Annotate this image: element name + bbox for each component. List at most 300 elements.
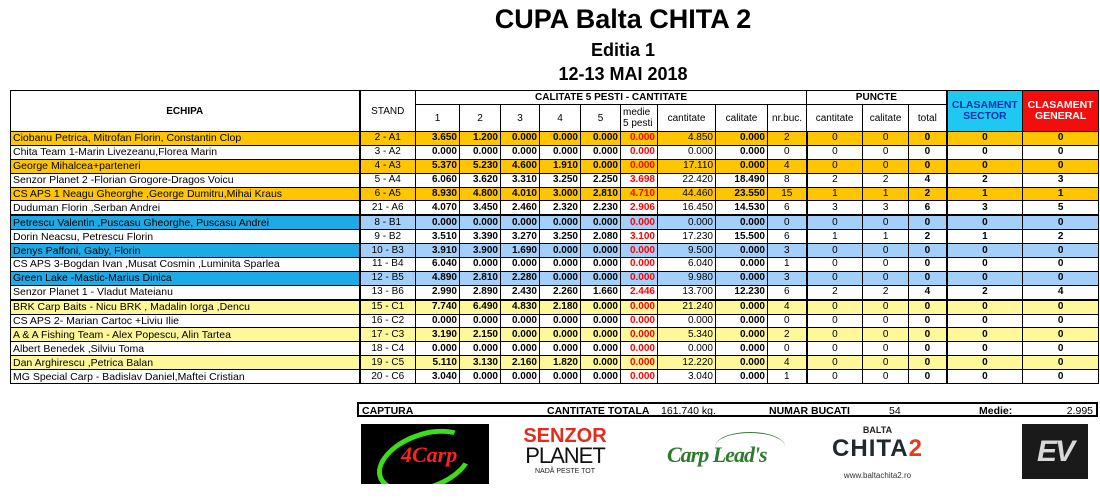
cell-calitate: 0.000 [716,132,768,146]
col-group-quality: CALITATE 5 PESTI - CANTITATE [416,91,807,105]
cell-clasament-general: 0 [1023,145,1099,159]
cell-fish-3: 0.000 [501,132,540,146]
table-row [11,370,1099,384]
cell-fish-3: 4.830 [501,300,540,314]
cell-cantitate: 17.110 [658,159,716,173]
cell-calitate: 0.000 [716,314,768,328]
cell-cantitate: 9.500 [658,244,716,258]
event-date: 12-13 MAI 2018 [558,64,688,84]
cell-clasament-sector: 0 [947,370,1023,384]
cell-clasament-general: 0 [1023,342,1099,356]
cell-fish-3: 2.280 [501,271,540,285]
cell-medie: 0.000 [621,328,658,342]
cell-calitate: 0.000 [716,145,768,159]
table-row [11,300,1099,314]
cell-fish-5: 0.000 [581,145,621,159]
catch-summary [357,402,1098,417]
cell-points-total: 0 [909,145,947,159]
cell-fish-2: 1.200 [460,132,501,146]
cell-points-cantitate: 0 [807,328,863,342]
cell-team-name: Chita Team 1-Marin Livezeanu,Florea Marin [11,145,360,159]
cell-fish-5: 0.000 [581,215,621,229]
cell-fish-4: 3.000 [540,187,581,201]
fish-count-label: NUMAR BUCATI [769,405,850,417]
cell-fish-2: 2.150 [460,328,501,342]
cell-points-cantitate: 0 [807,258,863,272]
cell-points-calitate: 0 [863,145,909,159]
cell-nrbuc: 6 [768,201,807,215]
table-row [11,230,1099,244]
cell-fish-5: 0.000 [581,300,621,314]
cell-fish-5: 0.000 [581,370,621,384]
col-header-cantitate: cantitate [658,105,716,132]
cell-stand: 4 - A3 [360,159,416,173]
cell-points-calitate: 0 [863,215,909,229]
cell-points-cantitate: 0 [807,132,863,146]
cell-team-name: Senzor Planet 2 -Florian Grogore-Dragos Voicu [11,173,360,187]
cell-points-cantitate: 2 [807,285,863,299]
cell-medie: 0.000 [621,132,658,146]
cell-points-cantitate: 0 [807,215,863,229]
cell-nrbuc: 0 [768,215,807,229]
cell-fish-5: 0.000 [581,314,621,328]
sponsor-logo-4carp: 4Carp [361,424,489,484]
cell-fish-1: 0.000 [416,215,460,229]
col-header-clasament-sector: CLASAMENT SECTOR [947,91,1023,132]
col-header-stand: STAND [360,91,416,132]
average-label: Medie: [979,405,1013,417]
cell-clasament-sector: 0 [947,342,1023,356]
cell-fish-5: 0.000 [581,342,621,356]
cell-clasament-general: 0 [1023,244,1099,258]
cell-calitate: 0.000 [716,258,768,272]
cell-medie: 0.000 [621,342,658,356]
cell-fish-1: 4.890 [416,271,460,285]
cell-fish-1: 8.930 [416,187,460,201]
cell-fish-4: 3.250 [540,230,581,244]
cell-calitate: 0.000 [716,342,768,356]
cell-points-total: 0 [909,300,947,314]
cell-stand: 19 - C5 [360,356,416,370]
cell-points-total: 4 [909,285,947,299]
cell-clasament-sector: 0 [947,215,1023,229]
table-row [11,342,1099,356]
total-quantity-label: CANTITATE TOTALA [547,405,650,417]
cell-nrbuc: 6 [768,285,807,299]
cell-team-name: CS APS 3-Bogdan Ivan ,Musat Cosmin ,Luminita Sparlea [11,258,360,272]
cell-points-total: 0 [909,328,947,342]
cell-fish-2: 3.900 [460,244,501,258]
cell-fish-3: 4.010 [501,187,540,201]
cell-points-total: 0 [909,132,947,146]
cell-fish-4: 0.000 [540,244,581,258]
cell-points-total: 0 [909,271,947,285]
cell-fish-3: 0.000 [501,328,540,342]
cell-nrbuc: 3 [768,271,807,285]
cell-fish-1: 3.910 [416,244,460,258]
website-link[interactable]: www.baltachita2.ro [843,471,912,480]
cell-fish-4: 1.820 [540,356,581,370]
cell-fish-4: 0.000 [540,271,581,285]
cell-points-total: 0 [909,356,947,370]
cell-medie: 0.000 [621,244,658,258]
page-title: CUPA Balta CHITA 2 [494,4,752,34]
cell-team-name: BRK Carp Baits - Nicu BRK , Madalin Iorga ,Dencu [11,300,360,314]
cell-fish-1: 5.370 [416,159,460,173]
table-row [11,285,1099,299]
col-header-fish-2: 2 [460,105,501,132]
cell-team-name: Duduman Florin ,Serban Andrei [11,201,360,215]
cell-medie: 0.000 [621,145,658,159]
cell-fish-4: 0.000 [540,132,581,146]
cell-cantitate: 9.980 [658,271,716,285]
cell-fish-4: 2.260 [540,285,581,299]
cell-fish-2: 0.000 [460,258,501,272]
cell-team-name: A & A Fishing Team - Alex Popescu, Alin Tartea [11,328,360,342]
cell-stand: 11 - B4 [360,258,416,272]
cell-calitate: 0.000 [716,300,768,314]
cell-fish-1: 3.650 [416,132,460,146]
cell-fish-1: 3.040 [416,370,460,384]
cell-calitate: 0.000 [716,244,768,258]
cell-fish-2: 3.450 [460,201,501,215]
cell-points-total: 4 [909,173,947,187]
cell-clasament-sector: 2 [947,173,1023,187]
cell-nrbuc: 2 [768,328,807,342]
cell-fish-5: 0.000 [581,132,621,146]
cell-nrbuc: 6 [768,230,807,244]
cell-medie: 0.000 [621,314,658,328]
cell-fish-3: 2.160 [501,356,540,370]
cell-fish-4: 0.000 [540,342,581,356]
cell-stand: 20 - C6 [360,370,416,384]
cell-points-cantitate: 0 [807,159,863,173]
col-header-fish-3: 3 [501,105,540,132]
cell-points-cantitate: 0 [807,271,863,285]
cell-clasament-general: 1 [1023,187,1099,201]
cell-stand: 13 - B6 [360,285,416,299]
cell-nrbuc: 4 [768,159,807,173]
cell-fish-4: 2.320 [540,201,581,215]
cell-medie: 0.000 [621,258,658,272]
cell-team-name: Denys Paffoni, Gaby, Florin [11,244,360,258]
cell-points-calitate: 0 [863,328,909,342]
average-value: 2.995 [1066,405,1093,417]
cell-points-calitate: 1 [863,230,909,244]
cell-fish-4: 0.000 [540,145,581,159]
sponsor-logo-ev: EV [1022,424,1088,479]
cell-fish-1: 6.040 [416,258,460,272]
cell-cantitate: 0.000 [658,215,716,229]
cell-medie: 0.000 [621,356,658,370]
cell-nrbuc: 4 [768,356,807,370]
cell-points-total: 0 [909,314,947,328]
cell-fish-2: 5.230 [460,159,501,173]
cell-fish-4: 0.000 [540,258,581,272]
cell-stand: 5 - A4 [360,173,416,187]
table-row [11,356,1099,370]
cell-fish-3: 0.000 [501,215,540,229]
cell-fish-3: 0.000 [501,258,540,272]
cell-medie: 2.906 [621,201,658,215]
cell-clasament-sector: 0 [947,145,1023,159]
cell-points-calitate: 2 [863,285,909,299]
cell-medie: 3.100 [621,230,658,244]
cell-fish-3: 2.460 [501,201,540,215]
cell-fish-2: 0.000 [460,145,501,159]
cell-clasament-general: 0 [1023,132,1099,146]
cell-points-calitate: 0 [863,159,909,173]
cell-fish-5: 0.000 [581,244,621,258]
cell-points-cantitate: 3 [807,201,863,215]
cell-clasament-sector: 3 [947,201,1023,215]
cell-fish-4: 0.000 [540,215,581,229]
cell-fish-5: 2.080 [581,230,621,244]
cell-medie: 0.000 [621,370,658,384]
cell-team-name: CS APS 2- Marian Cartoc +Liviu Ilie [11,314,360,328]
cell-stand: 3 - A2 [360,145,416,159]
cell-clasament-general: 3 [1023,173,1099,187]
cell-points-calitate: 3 [863,201,909,215]
cell-points-cantitate: 1 [807,230,863,244]
cell-calitate: 18.490 [716,173,768,187]
cell-points-calitate: 0 [863,342,909,356]
cell-fish-4: 0.000 [540,328,581,342]
cell-stand: 6 - A5 [360,187,416,201]
fish-count-value: 54 [889,405,901,417]
cell-calitate: 0.000 [716,215,768,229]
cell-stand: 9 - B2 [360,230,416,244]
cell-clasament-sector: 0 [947,356,1023,370]
cell-medie: 0.000 [621,300,658,314]
table-row [11,201,1099,215]
col-header-points-cantitate: cantitate [807,105,863,132]
cell-fish-2: 0.000 [460,215,501,229]
cell-fish-5: 0.000 [581,159,621,173]
cell-points-total: 0 [909,342,947,356]
cell-clasament-sector: 2 [947,285,1023,299]
cell-team-name: Albert Benedek ,Silviu Toma [11,342,360,356]
cell-clasament-general: 0 [1023,370,1099,384]
cell-medie: 0.000 [621,271,658,285]
table-row [11,132,1099,146]
cell-cantitate: 0.000 [658,314,716,328]
cell-cantitate: 4.850 [658,132,716,146]
cell-fish-5: 2.810 [581,187,621,201]
cell-nrbuc: 2 [768,132,807,146]
table-row [11,173,1099,187]
cell-points-total: 6 [909,201,947,215]
cell-cantitate: 44.460 [658,187,716,201]
cell-nrbuc: 4 [768,300,807,314]
cell-fish-3: 2.430 [501,285,540,299]
cell-points-cantitate: 0 [807,244,863,258]
cell-fish-5: 0.000 [581,258,621,272]
cell-nrbuc: 1 [768,258,807,272]
col-header-medie: medie 5 pesti [621,105,658,132]
cell-fish-2: 2.810 [460,271,501,285]
cell-nrbuc: 1 [768,370,807,384]
cell-nrbuc: 8 [768,173,807,187]
cell-clasament-general: 0 [1023,159,1099,173]
cell-clasament-general: 0 [1023,271,1099,285]
table-row [11,244,1099,258]
cell-points-calitate: 0 [863,132,909,146]
cell-clasament-general: 0 [1023,300,1099,314]
total-quantity-value: 161.740 kg. [661,405,716,417]
table-row [11,159,1099,173]
cell-fish-2: 0.000 [460,314,501,328]
cell-points-total: 2 [909,230,947,244]
cell-fish-1: 0.000 [416,342,460,356]
cell-cantitate: 5.340 [658,328,716,342]
cell-points-calitate: 0 [863,300,909,314]
cell-clasament-general: 0 [1023,314,1099,328]
cell-clasament-sector: 0 [947,314,1023,328]
cell-clasament-sector: 1 [947,230,1023,244]
cell-points-calitate: 2 [863,173,909,187]
cell-clasament-sector: 0 [947,244,1023,258]
cell-cantitate: 12.220 [658,356,716,370]
cell-fish-5: 0.000 [581,356,621,370]
cell-fish-3: 1.690 [501,244,540,258]
cell-points-calitate: 1 [863,187,909,201]
results-table [10,90,1099,384]
cell-clasament-sector: 0 [947,159,1023,173]
cell-fish-2: 6.490 [460,300,501,314]
cell-clasament-sector: 0 [947,132,1023,146]
cell-fish-1: 7.740 [416,300,460,314]
cell-calitate: 12.230 [716,285,768,299]
col-header-nrbuc: nr.buc. [768,105,807,132]
cell-team-name: George Mihalcea+parteneri [11,159,360,173]
col-header-fish-4: 4 [540,105,581,132]
cell-fish-3: 0.000 [501,314,540,328]
cell-stand: 12 - B5 [360,271,416,285]
cell-fish-3: 3.310 [501,173,540,187]
cell-points-total: 0 [909,159,947,173]
cell-clasament-sector: 0 [947,300,1023,314]
cell-points-calitate: 0 [863,370,909,384]
cell-fish-1: 0.000 [416,314,460,328]
cell-fish-4: 3.250 [540,173,581,187]
cell-points-total: 0 [909,244,947,258]
cell-calitate: 0.000 [716,370,768,384]
cell-points-calitate: 0 [863,244,909,258]
cell-cantitate: 13.700 [658,285,716,299]
cell-calitate: 15.500 [716,230,768,244]
cell-cantitate: 16.450 [658,201,716,215]
cell-clasament-sector: 0 [947,328,1023,342]
cell-fish-2: 4.800 [460,187,501,201]
cell-team-name: Dan Arghirescu ,Petrica Balan [11,356,360,370]
cell-calitate: 0.000 [716,328,768,342]
cell-points-total: 2 [909,187,947,201]
cell-fish-1: 0.000 [416,145,460,159]
table-row [11,314,1099,328]
cell-cantitate: 3.040 [658,370,716,384]
table-row [11,187,1099,201]
cell-clasament-general: 5 [1023,201,1099,215]
cell-cantitate: 0.000 [658,342,716,356]
cell-fish-4: 1.910 [540,159,581,173]
sponsor-logo-balta-chita: BALTA CHITA2 www.baltachita2.ro [815,424,940,502]
cell-points-cantitate: 0 [807,300,863,314]
cell-nrbuc: 3 [768,244,807,258]
cell-fish-5: 1.660 [581,285,621,299]
cell-clasament-general: 0 [1023,328,1099,342]
cell-nrbuc: 0 [768,314,807,328]
cell-fish-3: 0.000 [501,370,540,384]
cell-nrbuc: 0 [768,342,807,356]
cell-team-name: MG Special Carp - Badislav Daniel,Maftei Cristian [11,370,360,384]
cell-fish-1: 6.060 [416,173,460,187]
table-row [11,145,1099,159]
cell-points-cantitate: 0 [807,370,863,384]
cell-fish-2: 3.390 [460,230,501,244]
cell-fish-5: 2.250 [581,173,621,187]
cell-clasament-general: 0 [1023,258,1099,272]
cell-points-cantitate: 0 [807,145,863,159]
cell-fish-4: 0.000 [540,314,581,328]
col-header-points-total: total [909,105,947,132]
cell-clasament-sector: 1 [947,187,1023,201]
cell-cantitate: 22.420 [658,173,716,187]
edition-label: Editia 1 [590,40,656,60]
cell-fish-5: 0.000 [581,328,621,342]
cell-fish-2: 3.620 [460,173,501,187]
cell-calitate: 14.530 [716,201,768,215]
cell-points-calitate: 0 [863,258,909,272]
cell-clasament-sector: 0 [947,258,1023,272]
cell-cantitate: 0.000 [658,145,716,159]
cell-fish-5: 2.230 [581,201,621,215]
cell-calitate: 0.000 [716,159,768,173]
cell-fish-2: 0.000 [460,342,501,356]
sponsor-logo-senzor-planet: SENZOR PLANET NADĂ PESTE TOT [523,425,607,475]
col-header-points-calitate: calitate [863,105,909,132]
cell-clasament-general: 2 [1023,230,1099,244]
cell-clasament-general: 0 [1023,356,1099,370]
summary-label: CAPTURA [362,405,414,417]
cell-cantitate: 21.240 [658,300,716,314]
cell-clasament-general: 0 [1023,215,1099,229]
cell-points-total: 0 [909,370,947,384]
cell-points-calitate: 0 [863,271,909,285]
cell-calitate: 0.000 [716,271,768,285]
cell-team-name: Ciobanu Petrica, Mitrofan Florin, Constantin Clop [11,132,360,146]
cell-medie: 0.000 [621,159,658,173]
cell-stand: 10 - B3 [360,244,416,258]
cell-cantitate: 6.040 [658,258,716,272]
cell-nrbuc: 15 [768,187,807,201]
cell-team-name: Dorin Neacsu, Petrescu Florin [11,230,360,244]
cell-stand: 8 - B1 [360,215,416,229]
col-header-calitate: calitate [716,105,768,132]
col-header-clasament-general: CLASAMENT GENERAL [1023,91,1099,132]
cell-fish-2: 0.000 [460,370,501,384]
table-row [11,328,1099,342]
cell-fish-3: 0.000 [501,342,540,356]
cell-clasament-general: 4 [1023,285,1099,299]
cell-points-calitate: 0 [863,356,909,370]
cell-stand: 18 - C4 [360,342,416,356]
col-header-team: ECHIPA [11,91,360,132]
cell-fish-1: 3.190 [416,328,460,342]
cell-fish-1: 3.510 [416,230,460,244]
cell-fish-2: 3.130 [460,356,501,370]
cell-stand: 17 - C3 [360,328,416,342]
